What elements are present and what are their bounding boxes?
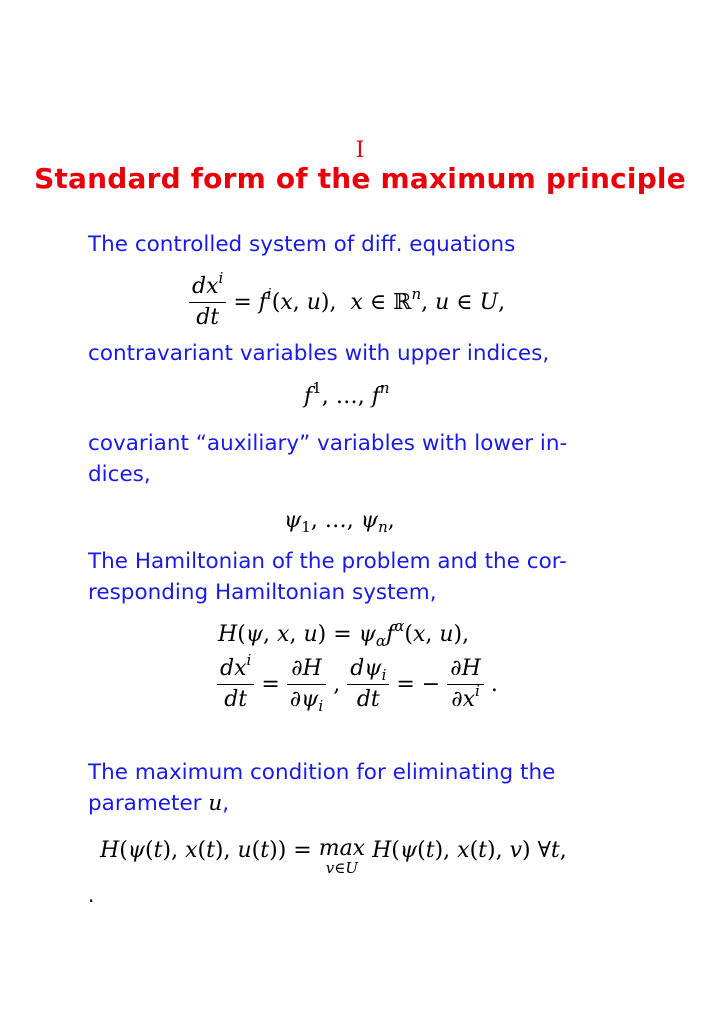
paragraph-controlled-system: The controlled system of diff. equations <box>88 232 516 257</box>
section-number: I <box>355 138 365 163</box>
section-title: Standard form of the maximum principle <box>34 162 686 195</box>
equation-contravariant: $f^1$, …, $f^n$ <box>304 379 390 409</box>
paragraph-contravariant: contravariant variables with upper indices, <box>88 341 550 366</box>
paragraph-hamiltonian: The Hamiltonian of the problem and the cor- responding Hamiltonian system, <box>88 549 567 605</box>
trailing-dot: . <box>88 883 95 907</box>
paragraph-maximum-condition: The maximum condition for eliminating the parameter u, <box>88 760 556 816</box>
paragraph-covariant: covariant “auxiliary” variables with lower in- dices, <box>88 431 568 487</box>
equation-covariant: $\psi_1$, …, $\psi_n$, <box>284 508 395 536</box>
equation-system: $\frac{dx^i}{dt}$ = $f^i(x$, u), x ∈ ℝ$^n$, u ∈ U, <box>186 272 509 333</box>
equation-hamilton-system: $\frac{dx^i}{dt}$ = $\frac{\partial H}{\partial\psi_i}$ , $\frac{d\psi_i}{dt}$ = − $\frac{\partial H}{\partial x^i}$ . <box>214 654 502 715</box>
equation-maximum-condition: H(ψ(t), x(t), u(t)) = max v∈U H(ψ(t), x(t), v) ∀t, <box>100 836 567 877</box>
equation-hamiltonian: H(ψ, x, $u) = \psi_\alpha f^\alpha(x$, u), <box>218 617 470 650</box>
